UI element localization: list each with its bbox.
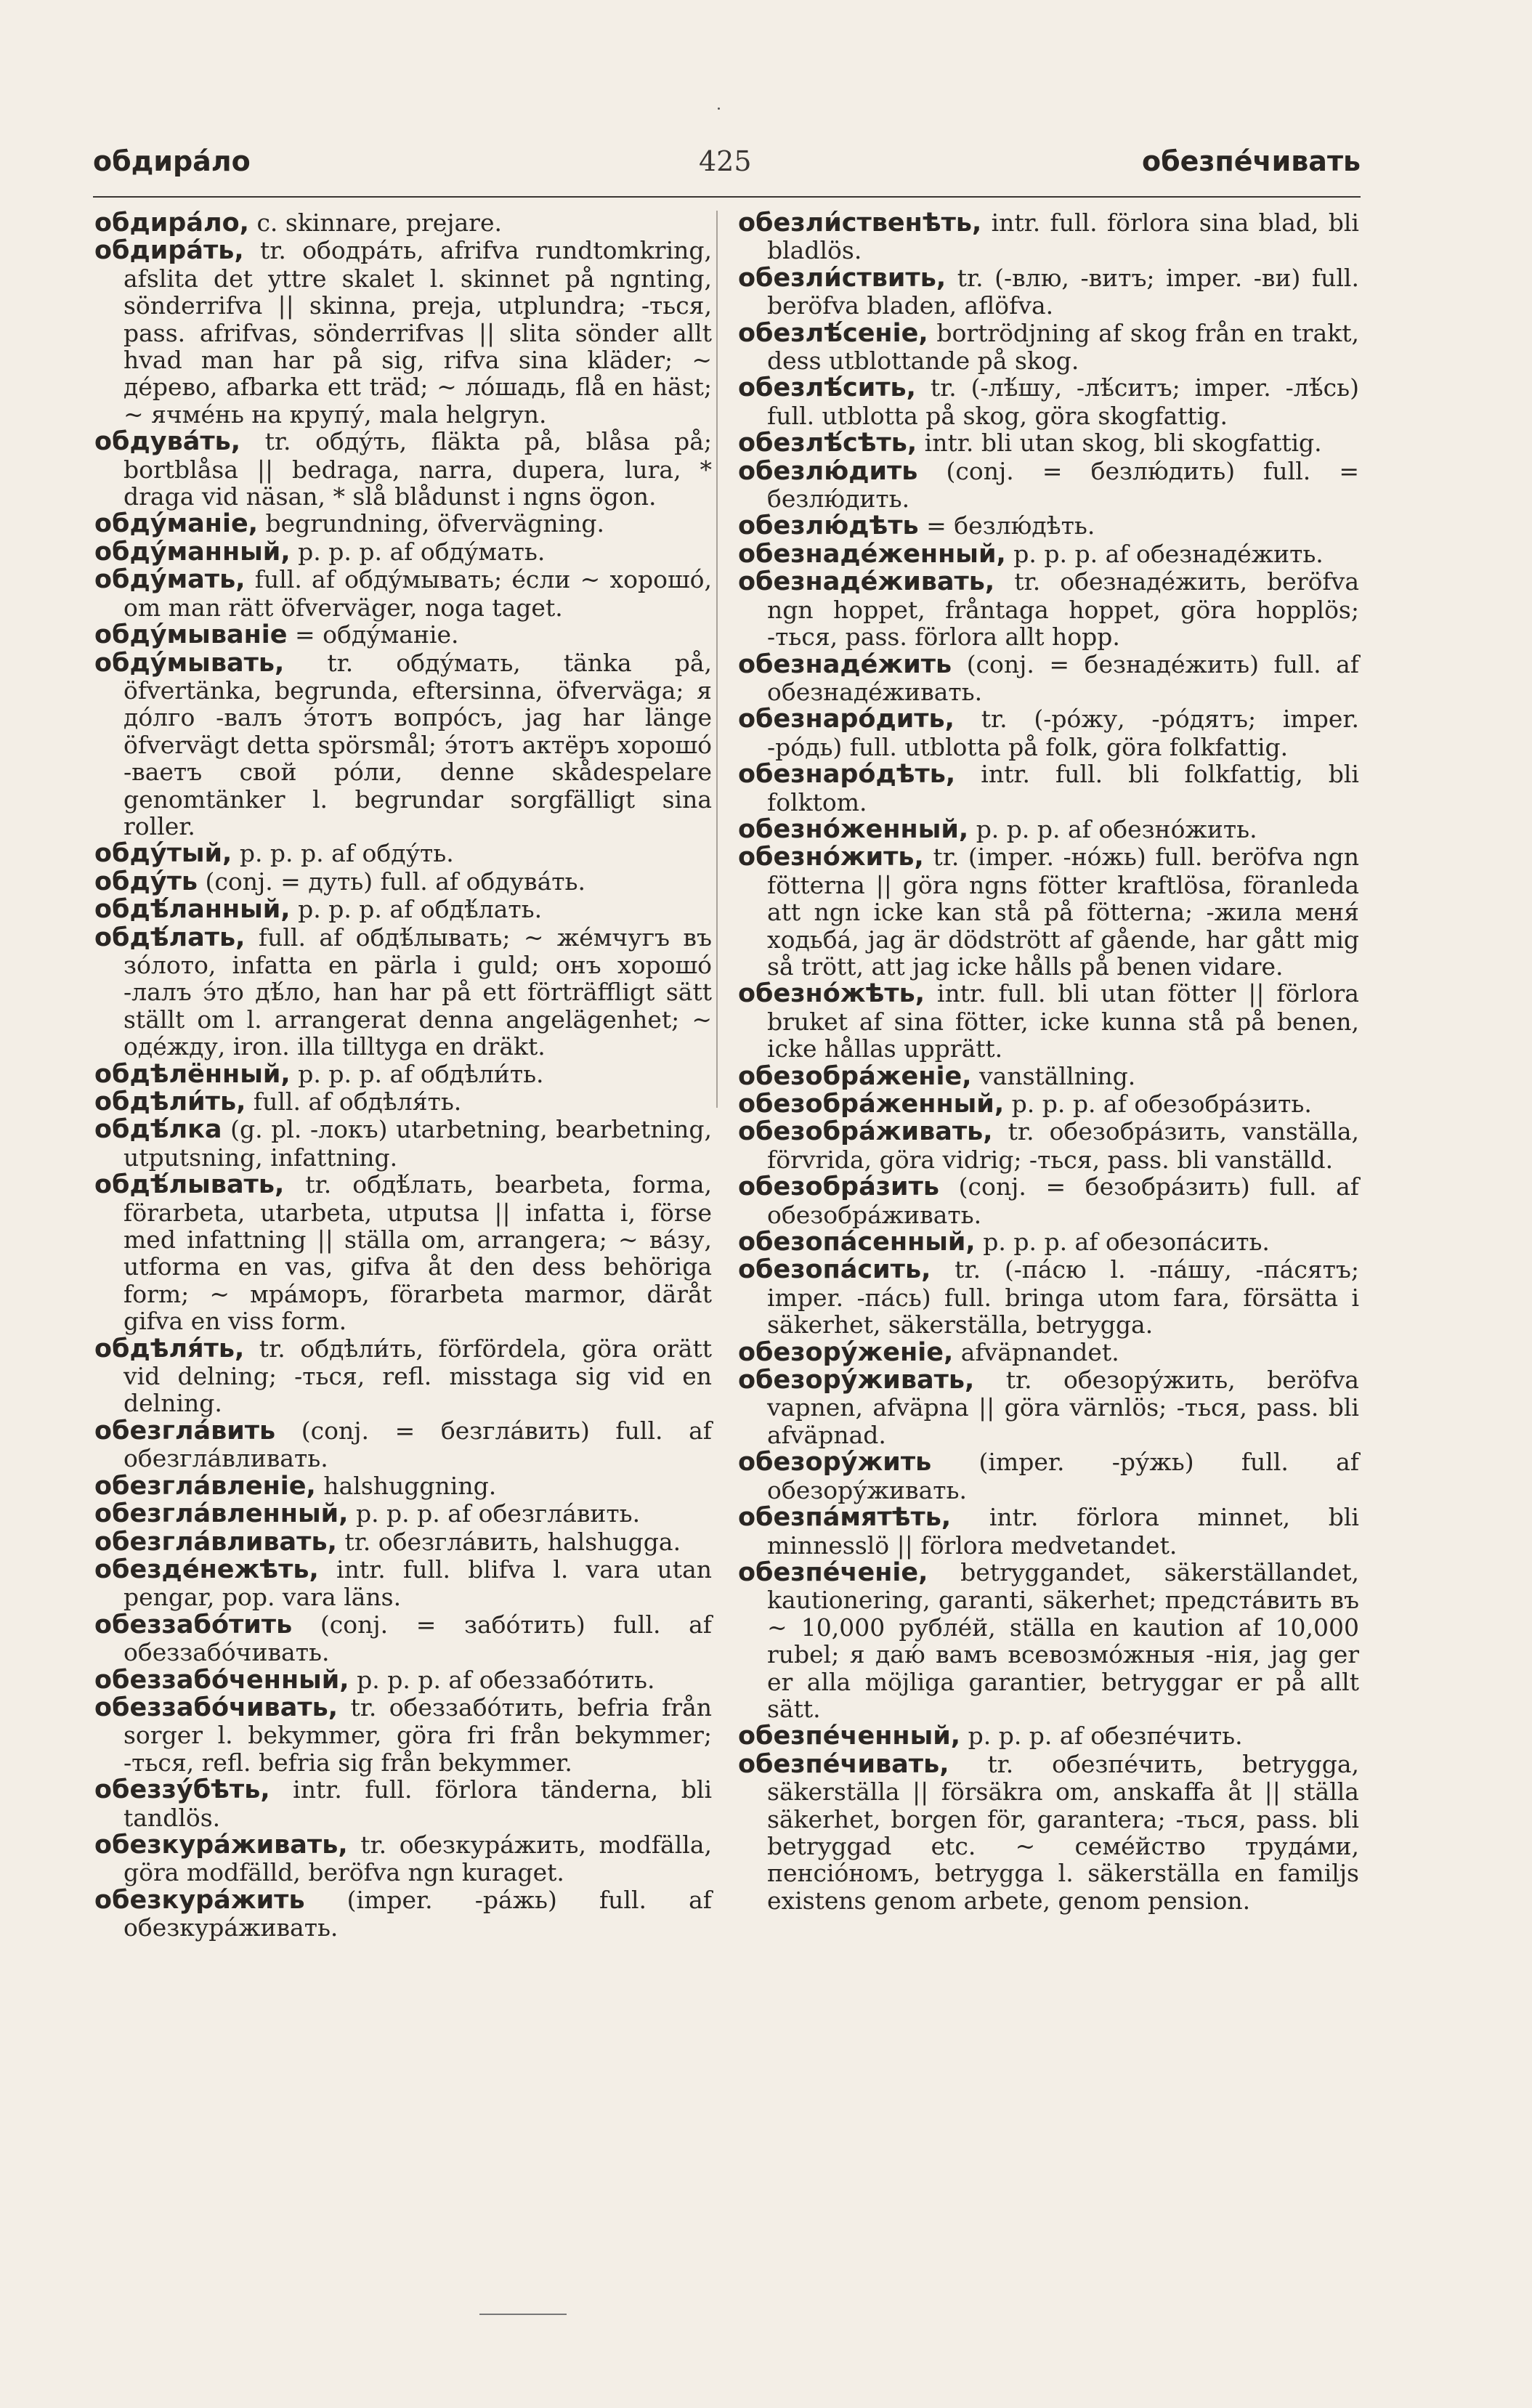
entry-definition: (conj. = безобрáзить) full. af обезобрáживать.	[767, 1172, 1359, 1229]
entry-definition: = обду́маніе.	[295, 620, 459, 649]
entry-headword: обезнадéжить	[738, 649, 952, 679]
entry-headword: обезору́жить	[738, 1448, 932, 1477]
entry-headword: обеззабóтить	[94, 1610, 293, 1639]
entry-headword: обезпéченный,	[738, 1722, 961, 1751]
footer-mark	[479, 2314, 567, 2315]
entry-definition: intr. full. blifva l. vara utan pengar, pop. vara läns.	[123, 1554, 712, 1612]
dictionary-entry	[94, 621, 712, 649]
dictionary-entry	[94, 209, 712, 237]
dictionary-entry	[94, 428, 712, 510]
entry-definition: intr. full. förlora tänderna, bli tandlös.	[123, 1775, 712, 1832]
dictionary-entry	[738, 1339, 1359, 1366]
entry-headword: обезобрáженный,	[738, 1090, 1005, 1119]
entry-headword: обезобрáженіе,	[738, 1061, 972, 1091]
dictionary-entry	[94, 1611, 712, 1666]
entry-definition: vanställning.	[979, 1061, 1136, 1090]
print-mark	[718, 108, 720, 110]
entry-definition: begrundning, öfvervägning.	[265, 509, 605, 538]
entry-headword: обду́маніе,	[94, 509, 259, 539]
entry-definition: p. p. p. af обезпéчить.	[968, 1722, 1243, 1751]
dictionary-entry	[94, 1472, 712, 1500]
dictionary-entry	[738, 568, 1359, 650]
dictionary-entry	[738, 1751, 1359, 1914]
dictionary-entry	[738, 1559, 1359, 1722]
entry-headword: обезобрáживать,	[738, 1117, 993, 1147]
entry-headword: обезопáсить,	[738, 1255, 931, 1285]
entry-definition: (imper. -рáжь) full. af обезкурáживать.	[123, 1885, 712, 1942]
entry-definition: p. p. p. af обезопáсить.	[983, 1228, 1270, 1257]
entry-headword: обезопáсенный,	[738, 1228, 976, 1257]
entry-definition: (conj. = дуть) full. af обдувáть.	[205, 867, 586, 896]
entry-headword: обезнóжить,	[738, 843, 924, 872]
dictionary-entry	[738, 1090, 1359, 1118]
entry-definition: (conj. = забóтить) full. af обеззабóчивать.	[123, 1610, 712, 1667]
entry-definition: p. p. p. af обдѣли́ть.	[298, 1059, 544, 1088]
dictionary-entry	[738, 980, 1359, 1062]
entry-definition: tr. обезору́жить, beröfva vapnen, afväpna || göra värnlös; -ться, pass. bli afväpnad.	[767, 1366, 1359, 1449]
dictionary-entry	[94, 510, 712, 538]
dictionary-entry	[738, 1063, 1359, 1090]
page-number: 425	[699, 145, 752, 177]
entry-headword: обезкурáживать,	[94, 1830, 348, 1860]
entry-headword: обезлѣ́сить,	[738, 373, 916, 403]
dictionary-entry	[738, 1256, 1359, 1338]
entry-headword: обезглáвленный,	[94, 1499, 349, 1529]
entry-definition: (conj. = безнадéжить) full. af обезнадéживать.	[767, 649, 1359, 706]
entry-definition: tr. обезнадéжить, beröfva ngn hoppet, fråntaga hoppet, göra hopplös; -ться, pass. förlora allt hopp.	[767, 567, 1359, 652]
right-column	[738, 209, 1359, 1914]
dictionary-entry	[94, 1061, 712, 1088]
entry-definition: p. p. p. af обдѣ́лать.	[298, 895, 543, 924]
entry-definition: (imper. -ру́жь) full. af обезору́живать.	[767, 1448, 1360, 1504]
dictionary-entry	[738, 1173, 1359, 1228]
dictionary-entry	[94, 237, 712, 428]
dictionary-entry	[94, 896, 712, 923]
entry-headword: обезнóжѣть,	[738, 979, 925, 1009]
dictionary-entry	[738, 540, 1359, 568]
entry-headword: обезнóженный,	[738, 814, 969, 844]
dictionary-entry	[94, 1694, 712, 1776]
entry-definition: tr. (-пáсю l. -пáшу, -пáсятъ; imper. -пáсь) full. bringa utom fara, försätta i säkerhet, säkerställa, betrygga.	[767, 1255, 1359, 1339]
entry-headword: обезли́ствить,	[738, 263, 947, 293]
entry-headword: обезлѣ́сеніе,	[738, 318, 928, 348]
entry-headword: обезли́ственѣть,	[738, 208, 982, 238]
dictionary-entry	[94, 538, 712, 566]
dictionary-entry	[94, 868, 712, 896]
dictionary-entry	[94, 1886, 712, 1942]
dictionary-entry	[738, 374, 1359, 429]
entry-headword: обдѣля́ть,	[94, 1334, 245, 1363]
dictionary-entry	[738, 320, 1359, 375]
dictionary-entry	[94, 1088, 712, 1116]
dictionary-entry	[738, 1504, 1359, 1559]
entry-headword: обду́мывать,	[94, 648, 285, 678]
dictionary-entry	[94, 1171, 712, 1334]
entry-definition: tr. (-влю, -витъ; imper. -ви) full. beröfva bladen, aflöfva.	[767, 263, 1359, 320]
dictionary-entry	[738, 651, 1359, 706]
dictionary-entry	[738, 816, 1359, 843]
entry-definition: p. p. p. af обезобрáзить.	[1011, 1090, 1312, 1118]
entry-definition: bortrödjning af skog från en trakt, dess utblottande på skog.	[767, 318, 1359, 376]
entry-headword: обезору́живать,	[738, 1366, 975, 1395]
entry-definition: (g. pl. -локъ) utarbetning, bearbetning, utputsning, infattning.	[123, 1115, 712, 1172]
entry-headword: обду́тый,	[94, 839, 232, 869]
entry-headword: обдѣ́лать,	[94, 923, 246, 952]
entry-headword: обезнарóдить,	[738, 705, 955, 734]
entry-definition: betryggandet, säkerställandet, kautionering, garanti, säkerhet; предстáвить въ ~ 10,000 рублéй, ställa en kaution af 10,000 rubel; я даю́ вамъ всевозмóжныя -нія, jag ger er alla möjliga garantier, betryggar er på allt sätt.	[767, 1557, 1359, 1723]
dictionary-entry	[738, 1448, 1359, 1504]
dictionary-entry	[738, 1228, 1359, 1256]
dictionary-entry	[94, 924, 712, 1061]
entry-headword: обеззабóченный,	[94, 1665, 349, 1695]
entry-headword: обдѣлённый,	[94, 1059, 291, 1089]
dictionary-entry	[94, 1417, 712, 1472]
entry-definition: intr. full. bli utan fötter || förlora bruket af sina fötter, icke kunna stå på benen, icke hållas upprätt.	[767, 979, 1359, 1063]
dictionary-entry	[738, 705, 1359, 761]
entry-headword: обезпáмятѣть,	[738, 1503, 952, 1533]
entry-definition: tr. (-лѣ́шу, -лѣ́ситъ; imper. -лѣ́сь) full. utblotta på skog, göra skogfattig.	[767, 373, 1359, 430]
dictionary-entry	[738, 843, 1359, 980]
left-column	[94, 209, 712, 1942]
entry-definition: afväpnandet.	[960, 1337, 1119, 1366]
entry-definition: tr. обеззабóтить, befria från sorger l. bekymmer, göra fri från bekymmer; -ться, refl. befria sig från bekymmer.	[123, 1693, 712, 1777]
entry-definition: tr. обезобрáзить, vanställa, förvrida, göra vidrig; -ться, pass. bli vanställd.	[767, 1117, 1359, 1174]
entry-definition: full. af обдѣля́ть.	[253, 1087, 462, 1116]
entry-headword: обездéнежѣть,	[94, 1554, 319, 1584]
entry-headword: обезкурáжить	[94, 1885, 305, 1915]
entry-headword: обезлѣ́сѣть,	[738, 429, 917, 458]
entry-definition: tr. обдѣ́лать, bearbeta, forma, förarbeta, utarbeta, utputsa || infatta i, förse med infattning || ställa om, arrangera; ~ вáзу, utforma en vas, gifva åt den dess behöriga form; ~ мрáморъ, förarbeta marmor, däråt gifva en viss form.	[123, 1170, 713, 1336]
dictionary-entry	[94, 840, 712, 867]
entry-headword: обезнадéженный,	[738, 539, 1006, 569]
header-left-word: обдирáло	[93, 145, 251, 177]
entry-definition: p. p. p. af обду́ть.	[239, 839, 454, 868]
entry-headword: обезлю́дить	[738, 456, 918, 486]
entry-headword: обдирáло,	[94, 208, 249, 238]
dictionary-entry	[738, 512, 1359, 540]
entry-headword: обезнарóдѣть,	[738, 760, 956, 790]
entry-definition: intr. full. bli folkfattig, bli folktom.	[767, 760, 1359, 816]
header-rule	[93, 196, 1361, 198]
entry-definition: p. p. p. af обезнóжить.	[976, 814, 1257, 843]
entry-definition: intr. förlora minnet, bli minnesslö || förlora medvetandet.	[767, 1503, 1359, 1560]
entry-headword: обду́мать,	[94, 565, 246, 595]
entry-headword: обду́ть	[94, 867, 198, 896]
dictionary-entry	[94, 649, 712, 840]
dictionary-entry	[94, 1528, 712, 1556]
dictionary-entry	[94, 1116, 712, 1171]
entry-definition: tr. обезглáвить, halshugga.	[344, 1527, 681, 1556]
entry-headword: обеззабóчивать,	[94, 1693, 339, 1722]
entry-headword: обдѣли́ть,	[94, 1087, 246, 1116]
dictionary-entry	[738, 429, 1359, 457]
entry-headword: обдѣ́лка	[94, 1115, 222, 1145]
running-head	[0, 145, 1532, 182]
header-right-word: обезпéчивать	[1142, 145, 1361, 177]
dictionary-entry	[94, 1556, 712, 1611]
entry-headword: обдѣ́ланный,	[94, 895, 291, 925]
entry-headword: обдирáть,	[94, 236, 244, 266]
entry-definition: (conj. = безглáвить) full. af обезглáвливать.	[123, 1416, 712, 1473]
entry-definition: tr. обдѣли́ть, förfördela, göra orätt vid delning; -ться, refl. misstaga sig vid en delning.	[123, 1334, 712, 1418]
entry-definition: c. skinnare, prejare.	[256, 208, 502, 237]
dictionary-entry	[738, 264, 1359, 320]
entry-headword: обезпéчивать,	[738, 1749, 949, 1779]
entry-headword: обезглáвливать,	[94, 1527, 337, 1557]
entry-headword: обезглáвить	[94, 1416, 276, 1446]
entry-definition: tr. ободрáть, afrifva rundtomkring, afslita det yttre skalet l. skinnet på ngnting, sönderrifva || skinna, preja, utplundra; -ться, pass. afrifvas, sönderrifvas || slita sönder allt hvad man har på sig, rifva sina kläder; ~ дéрево, afbarka ett träd; ~ лóшадь, flå en häst; ~ ячмéнь на крупу́, mala helgryn.	[123, 236, 712, 429]
entry-definition: intr. bli utan skog, bli skogfattig.	[924, 429, 1322, 458]
entry-headword: обезлю́дѣть	[738, 511, 919, 541]
entry-definition: = безлю́дѣть.	[926, 511, 1095, 540]
entry-headword: обезглáвленіе,	[94, 1471, 316, 1501]
dictionary-entry	[738, 1366, 1359, 1448]
entry-headword: обдувáть,	[94, 427, 241, 457]
dictionary-entry	[738, 1118, 1359, 1173]
dictionary-entry	[94, 1666, 712, 1694]
entry-definition: full. af обдѣ́лывать; ~ жéмчугъ въ зóлото, infatta en pärla i guld; онъ хорошó -лалъ э́то дѣ́ло, han har på ett förträffligt sätt ställt om l. arrangerat denna angelägenhet; ~ одéжду, iron. illa tilltyga en dräkt.	[123, 923, 712, 1061]
column-divider	[716, 211, 718, 1108]
dictionary-entry	[738, 209, 1359, 264]
entry-definition: tr. (-рóжу, -рóдятъ; imper. -рóдь) full. utblotta på folk, göra folkfattig.	[767, 705, 1359, 761]
entry-definition: tr. обезкурáжить, modfälla, göra modfälld, beröfva ngn kuraget.	[123, 1830, 712, 1887]
entry-headword: обезору́женіе,	[738, 1337, 954, 1367]
dictionary-entry	[94, 1776, 712, 1831]
entry-definition: halshuggning.	[323, 1471, 497, 1500]
entry-definition: full. af обду́мывать; éсли ~ хорошó, om man rätt öfverväger, noga taget.	[123, 565, 712, 622]
entry-headword: обдѣ́лывать,	[94, 1170, 285, 1200]
entry-definition: p. p. p. af обду́мать.	[298, 537, 546, 566]
entry-headword: обду́мываніе	[94, 620, 288, 650]
entry-headword: обезпéченіе,	[738, 1557, 928, 1587]
entry-definition: tr. (imper. -нóжь) full. beröfva ngn fötterna || göra ngns fötter kraftlösa, föranleda att ngn icke kan stå på fötterna; -жила меня́ ходьбá, jag är dödstrött af gående, har gått mig så trött, att jag icke hålls på benen vidare.	[767, 843, 1359, 981]
dictionary-entry	[94, 1335, 712, 1417]
dictionary-entry	[94, 1500, 712, 1528]
entry-headword: обеззу́бѣть,	[94, 1775, 270, 1805]
entry-headword: обезнадéживать,	[738, 567, 995, 597]
entry-definition: tr. обду́ть, fläkta på, blåsa på; bortblåsa || bedraga, narra, dupera, lura, * draga vid näsan, * slå blådunst i ngns ögon.	[123, 427, 712, 511]
dictionary-entry	[738, 761, 1359, 816]
entry-definition: (conj. = безлю́дить) full. = безлю́дить.	[767, 456, 1359, 514]
dictionary-entry	[738, 458, 1359, 513]
entry-definition: p. p. p. af обезнадéжить.	[1013, 539, 1324, 568]
dictionary-entry	[738, 1722, 1359, 1750]
dictionary-entry	[94, 1831, 712, 1886]
entry-definition: p. p. p. af обезглáвить.	[355, 1499, 641, 1528]
dictionary-entry	[94, 566, 712, 621]
entry-definition: p. p. p. af обеззабóтить.	[357, 1665, 655, 1694]
entry-definition: tr. обезпéчить, betrygga, säkerställa || försäkra om, anskaffa åt || ställa säkerhet, borgen för, garantera; -ться, pass. bli betryggad etc. ~ семéйство трудáми, пенсióномъ, betrygga l. säkerställa en familjs existens genom arbete, genom pension.	[767, 1749, 1359, 1915]
entry-definition: intr. full. förlora sina blad, bli bladlös.	[767, 208, 1359, 265]
entry-headword: обду́манный,	[94, 537, 291, 567]
entry-definition: tr. обду́мать, tänka på, öfvertänka, begrunda, eftersinna, öfverväga; я дóлго -валъ э́тотъ вопрóсъ, jag har länge öfvervägt detta spörsmål; э́тотъ актёръ хорошó -ваетъ свой рóли, denne skådespelare genomtänker l. begrundar sorgfälligt sina roller.	[123, 648, 712, 840]
entry-headword: обезобрáзить	[738, 1172, 939, 1202]
